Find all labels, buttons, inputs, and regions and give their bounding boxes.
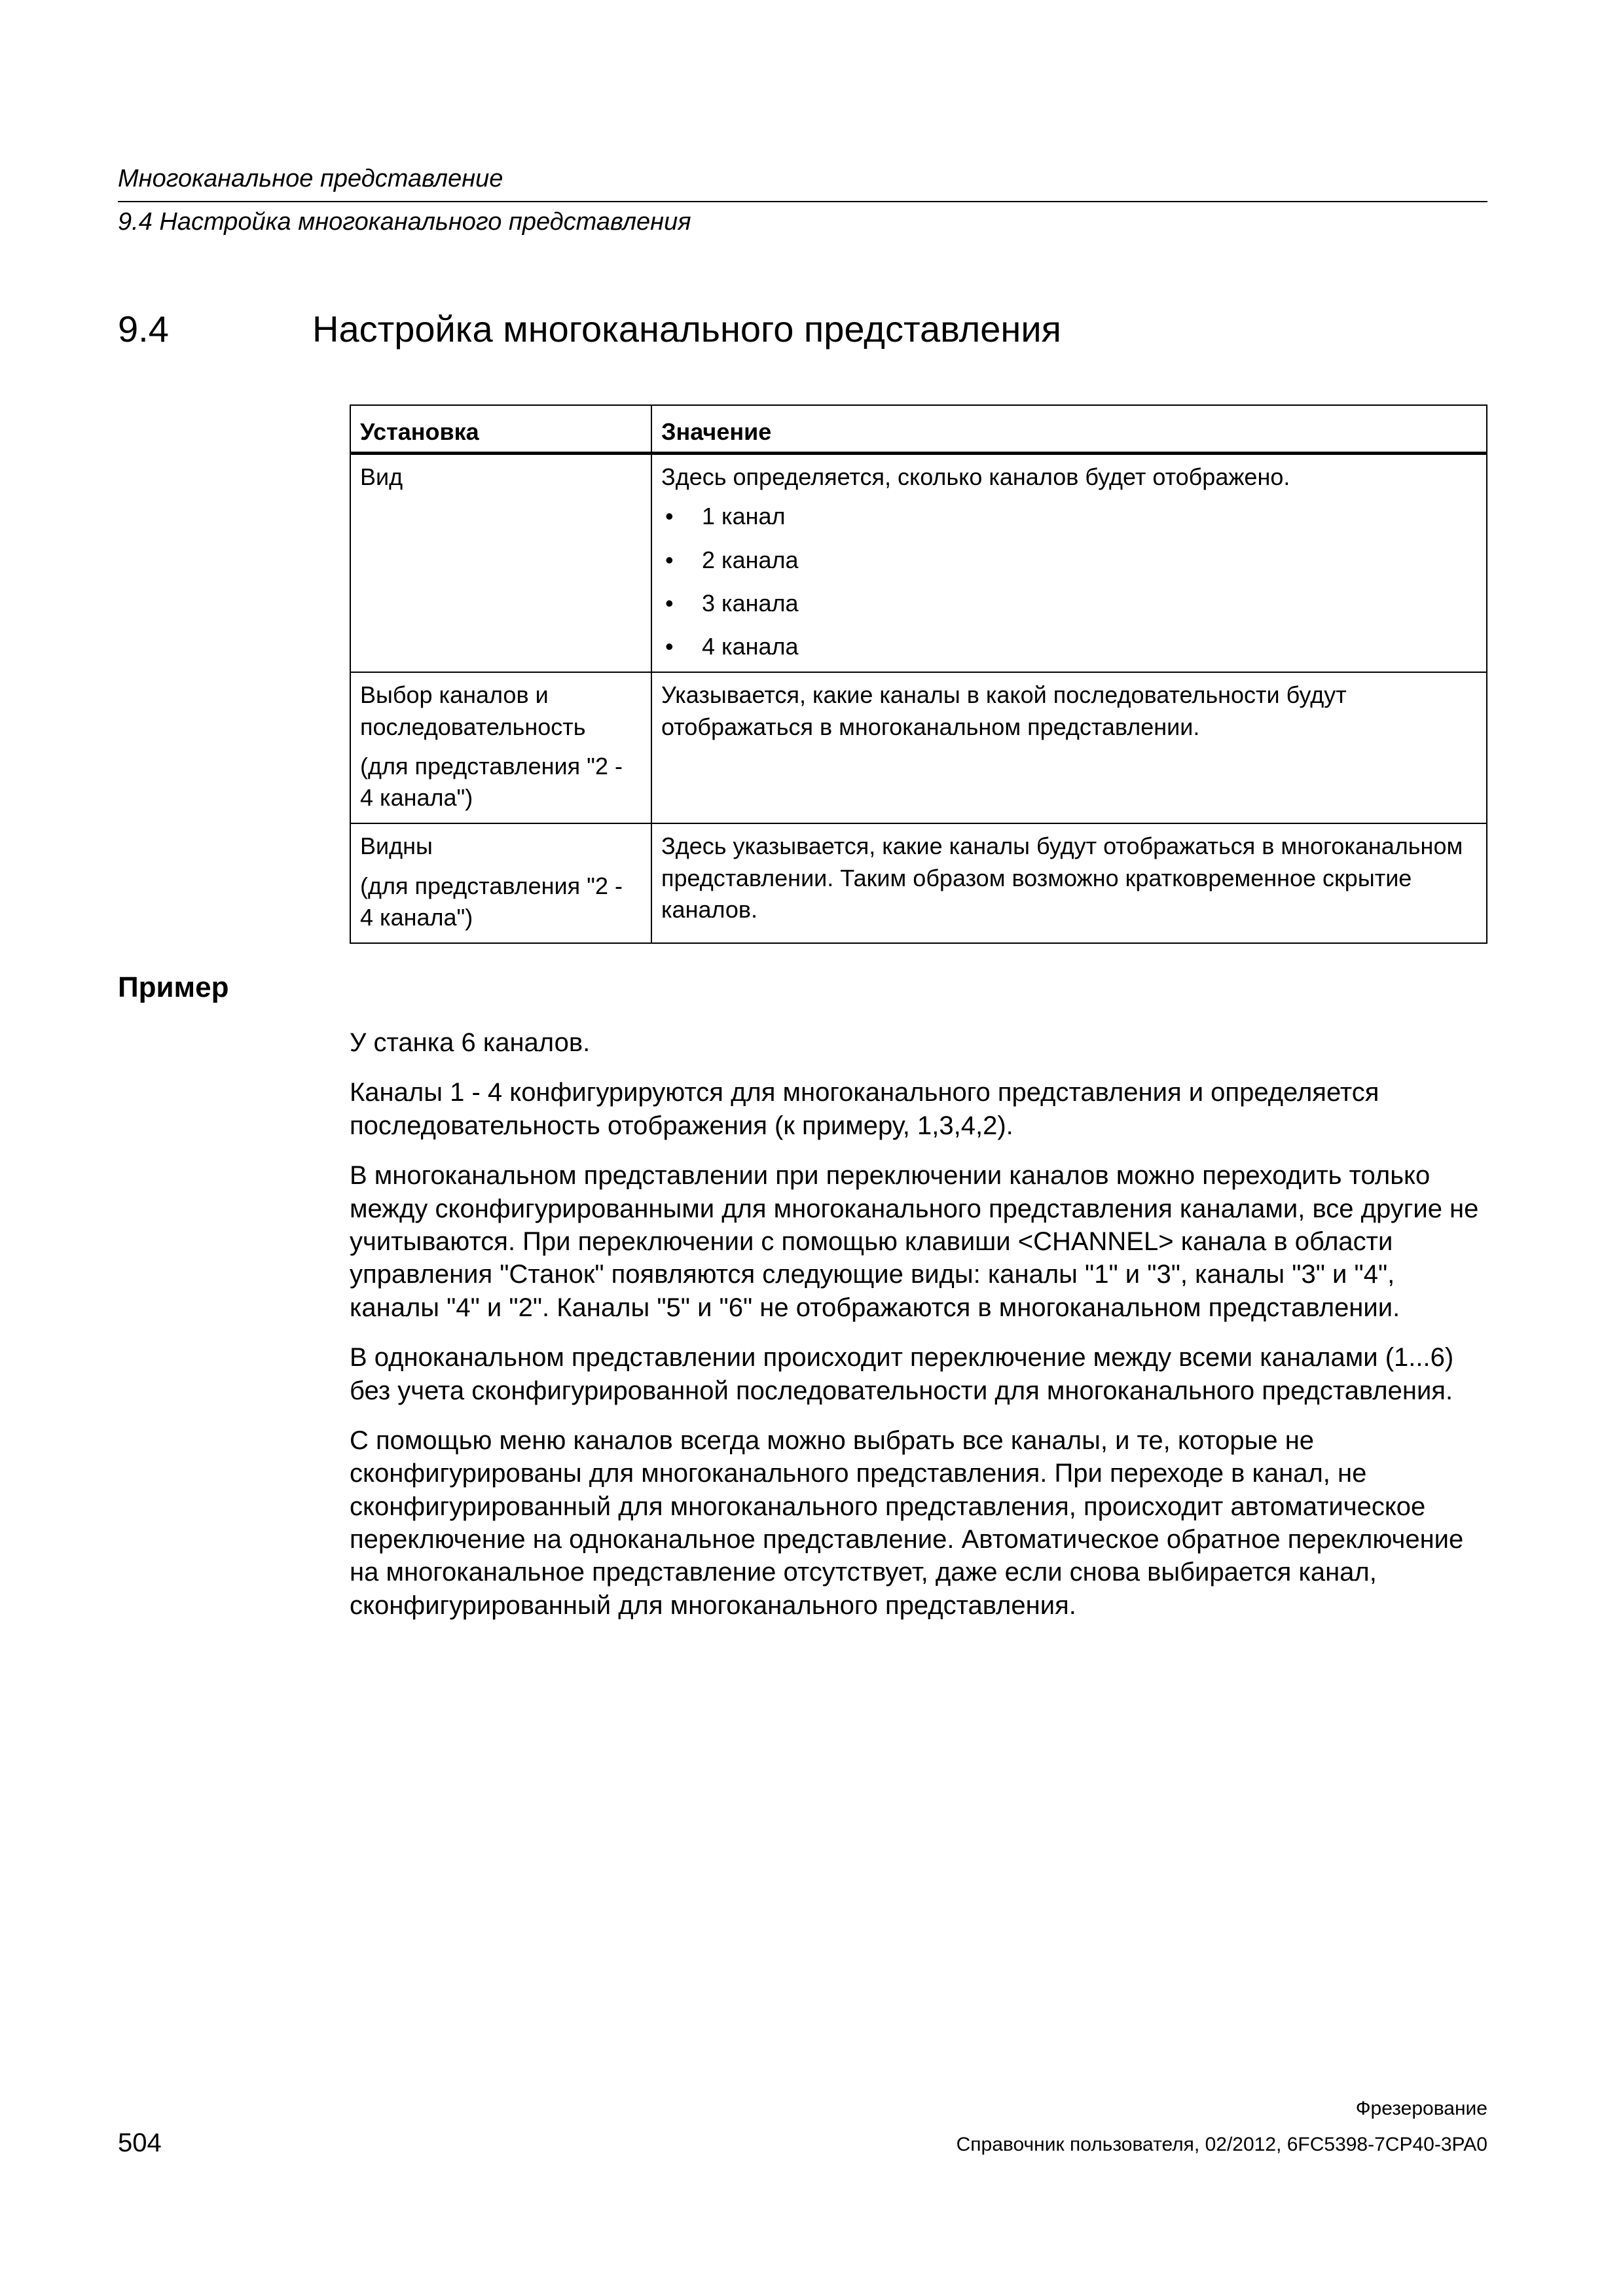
bullet-icon: • <box>665 503 674 530</box>
example-body <box>350 1026 1489 1639</box>
paragraph: У станка 6 каналов. <box>350 1028 591 1057</box>
column-header-value: Значение <box>651 405 1487 454</box>
table-row <box>350 454 1487 673</box>
paragraph: Каналы 1 - 4 конфигурируются для многоканального представления и определяется последовательность отображения (к примеру, 1,3,4,2). <box>350 1078 1379 1140</box>
section-number: 9.4 <box>118 308 169 350</box>
setting-name: Видны <box>360 833 433 860</box>
table-header-row <box>350 405 1487 454</box>
setting-cell <box>350 454 651 673</box>
bullet-icon: • <box>665 589 674 617</box>
list-item <box>661 501 1477 532</box>
list-item <box>661 631 1477 662</box>
paragraph: В многоканальном представлении при переключении каналов можно переходить только между сконфигурированными для многоканального представления каналами, все другие не учитываются. При переключении с помощью клавиши <CHANNEL> канала в области управления "Станок" появляются следующие виды: каналы "1" и "3", каналы "3" и "4", каналы "4" и "2". Каналы "5" и "6" не отображаются в многоканальном представлении. <box>350 1161 1479 1322</box>
setting-note: (для представления "2 - 4 канала") <box>360 872 623 931</box>
bullet-icon: • <box>665 546 674 573</box>
footer-manual-info: Справочник пользователя, 02/2012, 6FC5398-7CP40-3PA0 <box>956 2134 1487 2155</box>
paragraph: С помощью меню каналов всегда можно выбрать все каналы, и те, которые не сконфигурированы для многоканального представления. При переходе в канал, не сконфигурированный для многоканального представления, происходит автоматическое переключение на одноканальное представление. Автоматическое обратное переключение на многоканальное представление отсутствует, даже если снова выбирается канал, сконфигурированный для многоканального представления. <box>350 1426 1464 1620</box>
bullet-icon: • <box>665 633 674 660</box>
column-header-setting: Установка <box>350 405 651 454</box>
running-header-section: 9.4 Настройка многоканального представления <box>118 208 691 236</box>
section-title: Настройка многоканального представления <box>312 308 1061 350</box>
value-text: Здесь определяется, сколько каналов будет отображено. <box>661 463 1290 491</box>
page-number: 504 <box>118 2128 162 2157</box>
list-item <box>661 545 1477 576</box>
list-item-text: 4 канала <box>702 633 799 660</box>
value-cell <box>651 823 1487 943</box>
running-header-chapter: Многоканальное представление <box>118 165 503 192</box>
example-heading: Пример <box>118 971 229 1003</box>
value-cell <box>651 672 1487 823</box>
list-item <box>661 588 1477 619</box>
value-text: Здесь указывается, какие каналы будут отображаться в многоканальном представлении. Таким образом возможно кратковременное скрытие каналов. <box>661 833 1463 923</box>
list-item-text: 1 канал <box>702 503 786 530</box>
setting-cell <box>350 823 651 943</box>
header-divider <box>118 201 1487 202</box>
list-item-text: 3 канала <box>702 589 799 617</box>
value-text: Указывается, какие каналы в какой последовательности будут отображаться в многоканальном представлении. <box>661 681 1347 740</box>
paragraph: В одноканальном представлении происходит переключение между всеми каналами (1...6) без учета сконфигурированной последовательности для многоканального представления. <box>350 1343 1454 1405</box>
setting-name: Вид <box>360 463 403 491</box>
setting-cell <box>350 672 651 823</box>
value-cell <box>651 454 1487 673</box>
table-row <box>350 823 1487 943</box>
setting-name: Выбор каналов и последовательность <box>360 681 586 740</box>
settings-table <box>350 404 1487 944</box>
table-row <box>350 672 1487 823</box>
setting-note: (для представления "2 - 4 канала") <box>360 752 623 812</box>
list-item-text: 2 канала <box>702 546 799 573</box>
channel-count-list <box>661 501 1477 662</box>
footer-product: Фрезерование <box>1355 2098 1487 2119</box>
